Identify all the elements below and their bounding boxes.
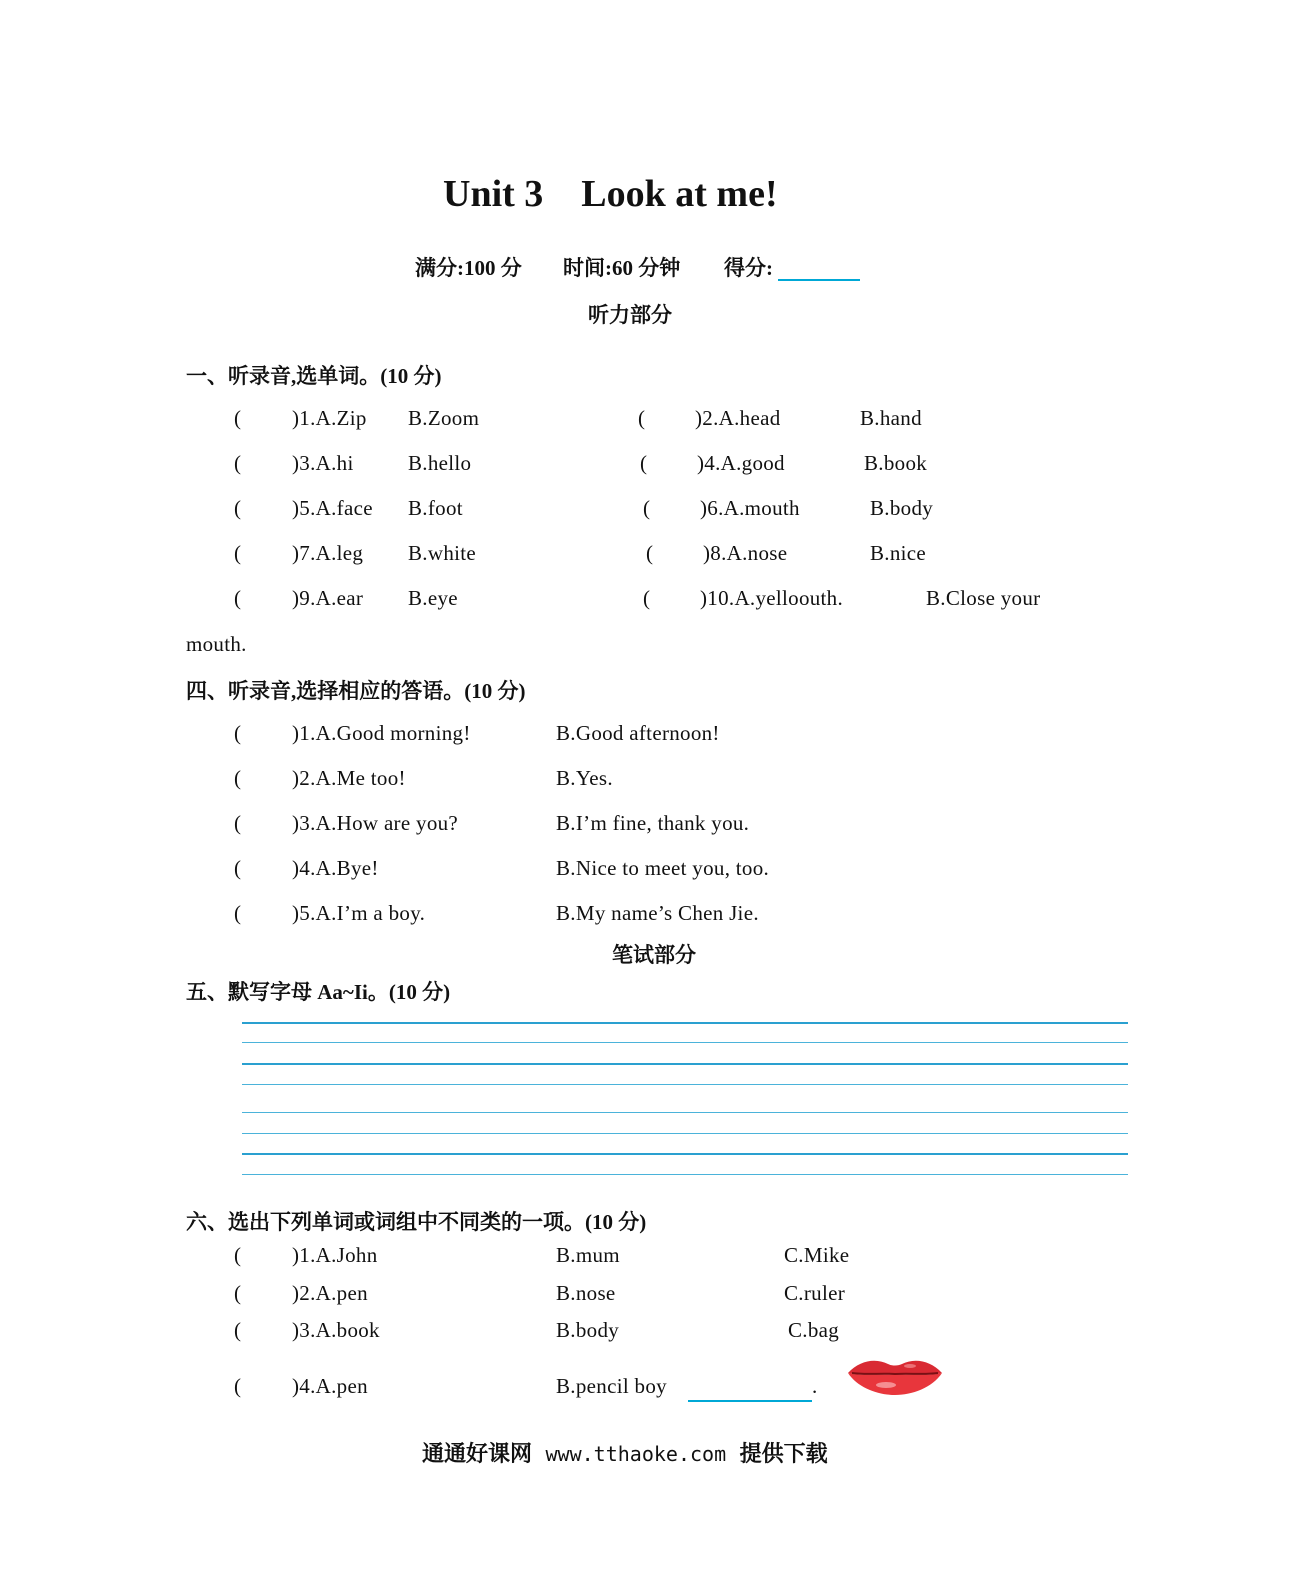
section6-heading: 六、选出下列单词或词组中不同类的一项。(10 分) [186,1210,647,1234]
lips-icon [846,1356,944,1396]
answer-paren: ( [234,1281,242,1305]
section5-heading: 五、默写字母 Aa~Ii。(10 分) [186,980,451,1004]
answer-paren: ( [234,541,242,565]
option-b: B.eye [408,586,458,610]
footer-site-name: 通通好课网 [422,1441,533,1466]
answer-paren: ( [638,406,646,430]
score-blank[interactable] [778,279,860,281]
answer-paren: ( [234,1318,242,1342]
answer-paren: ( [234,1243,242,1267]
writing-line [242,1133,1128,1134]
option-a: )1.A.Good morning! [292,721,471,745]
option-b: B.Yes. [556,766,613,790]
writing-line [242,1112,1128,1113]
option-a: )2.A.head [695,406,781,430]
option-a: )3.A.How are you? [292,811,459,835]
part-writing-heading: 笔试部分 [612,943,696,967]
option-a: )8.A.nose [703,541,788,565]
writing-line [242,1084,1128,1085]
answer-paren: ( [234,496,242,520]
writing-line [242,1174,1128,1175]
writing-line [242,1042,1128,1043]
option-b: B.body [870,496,934,520]
option-a: )3.A.book [292,1318,380,1342]
option-a: )4.A.Bye! [292,856,379,880]
writing-line [242,1022,1128,1024]
score-label: 得分: [724,256,773,280]
option-a: )6.A.mouth [700,496,800,520]
full-score: 满分:100 分 [415,256,522,280]
option-b: B.nose [556,1281,616,1305]
option-c: C.ruler [784,1281,845,1305]
option-b: B.Nice to meet you, too. [556,856,770,880]
option-b: B.Close your [926,586,1041,610]
part-listening-heading: 听力部分 [588,303,672,327]
answer-paren: ( [234,856,242,880]
answer-paren: ( [643,496,651,520]
option-b: B.My name’s Chen Jie. [556,901,759,925]
option-a: )4.A.good [697,451,785,475]
option-b: B.I’m fine, thank you. [556,811,750,835]
option-c: . [812,1374,818,1398]
footer-provide: 提供下载 [739,1441,828,1466]
time-limit: 时间:60 分钟 [563,256,681,280]
section4-heading: 四、听录音,选择相应的答语。(10 分) [186,679,526,703]
option-c: C.Mike [784,1243,850,1267]
handwriting-lines[interactable] [242,1022,1128,1176]
answer-paren: ( [234,721,242,745]
option-a: )2.A.pen [292,1281,368,1305]
option-a: )5.A.face [292,496,373,520]
answer-paren: ( [234,406,242,430]
option-b: B.foot [408,496,463,520]
option-b: B.book [864,451,928,475]
option-b: B.Zoom [408,406,480,430]
answer-blank[interactable] [688,1400,812,1402]
footer-url[interactable]: www.tthaoke.com [545,1442,727,1466]
option-b: B.mum [556,1243,620,1267]
option-b: B.Good afternoon! [556,721,720,745]
option-b: B.hand [860,406,922,430]
answer-paren: ( [643,586,651,610]
option-b: B.nice [870,541,927,565]
answer-paren: ( [640,451,648,475]
writing-line [242,1063,1128,1065]
answer-paren: ( [234,811,242,835]
option-a: )4.A.pen [292,1374,368,1398]
option-b: B.pencil boy [556,1374,667,1398]
answer-paren: ( [234,451,242,475]
answer-paren: ( [234,1374,242,1398]
answer-paren: ( [234,766,242,790]
section1-wrap-text: mouth. [186,632,247,656]
answer-paren: ( [234,586,242,610]
option-b: B.hello [408,451,472,475]
option-c: C.bag [788,1318,840,1342]
section1-heading: 一、听录音,选单词。(10 分) [186,364,442,388]
option-a: )1.A.Zip [292,406,367,430]
option-b: B.white [408,541,477,565]
option-a: )3.A.hi [292,451,354,475]
writing-line [242,1153,1128,1155]
page-title: Unit 3 Look at me! [443,173,778,215]
option-a: )5.A.I’m a boy. [292,901,426,925]
option-b: B.body [556,1318,620,1342]
option-a: )9.A.ear [292,586,364,610]
option-a: )2.A.Me too! [292,766,406,790]
answer-paren: ( [234,901,242,925]
answer-paren: ( [646,541,654,565]
footer [422,1437,828,1468]
option-a: )7.A.leg [292,541,364,565]
option-a: )1.A.John [292,1243,378,1267]
option-a: )10.A.yelloouth. [700,586,844,610]
